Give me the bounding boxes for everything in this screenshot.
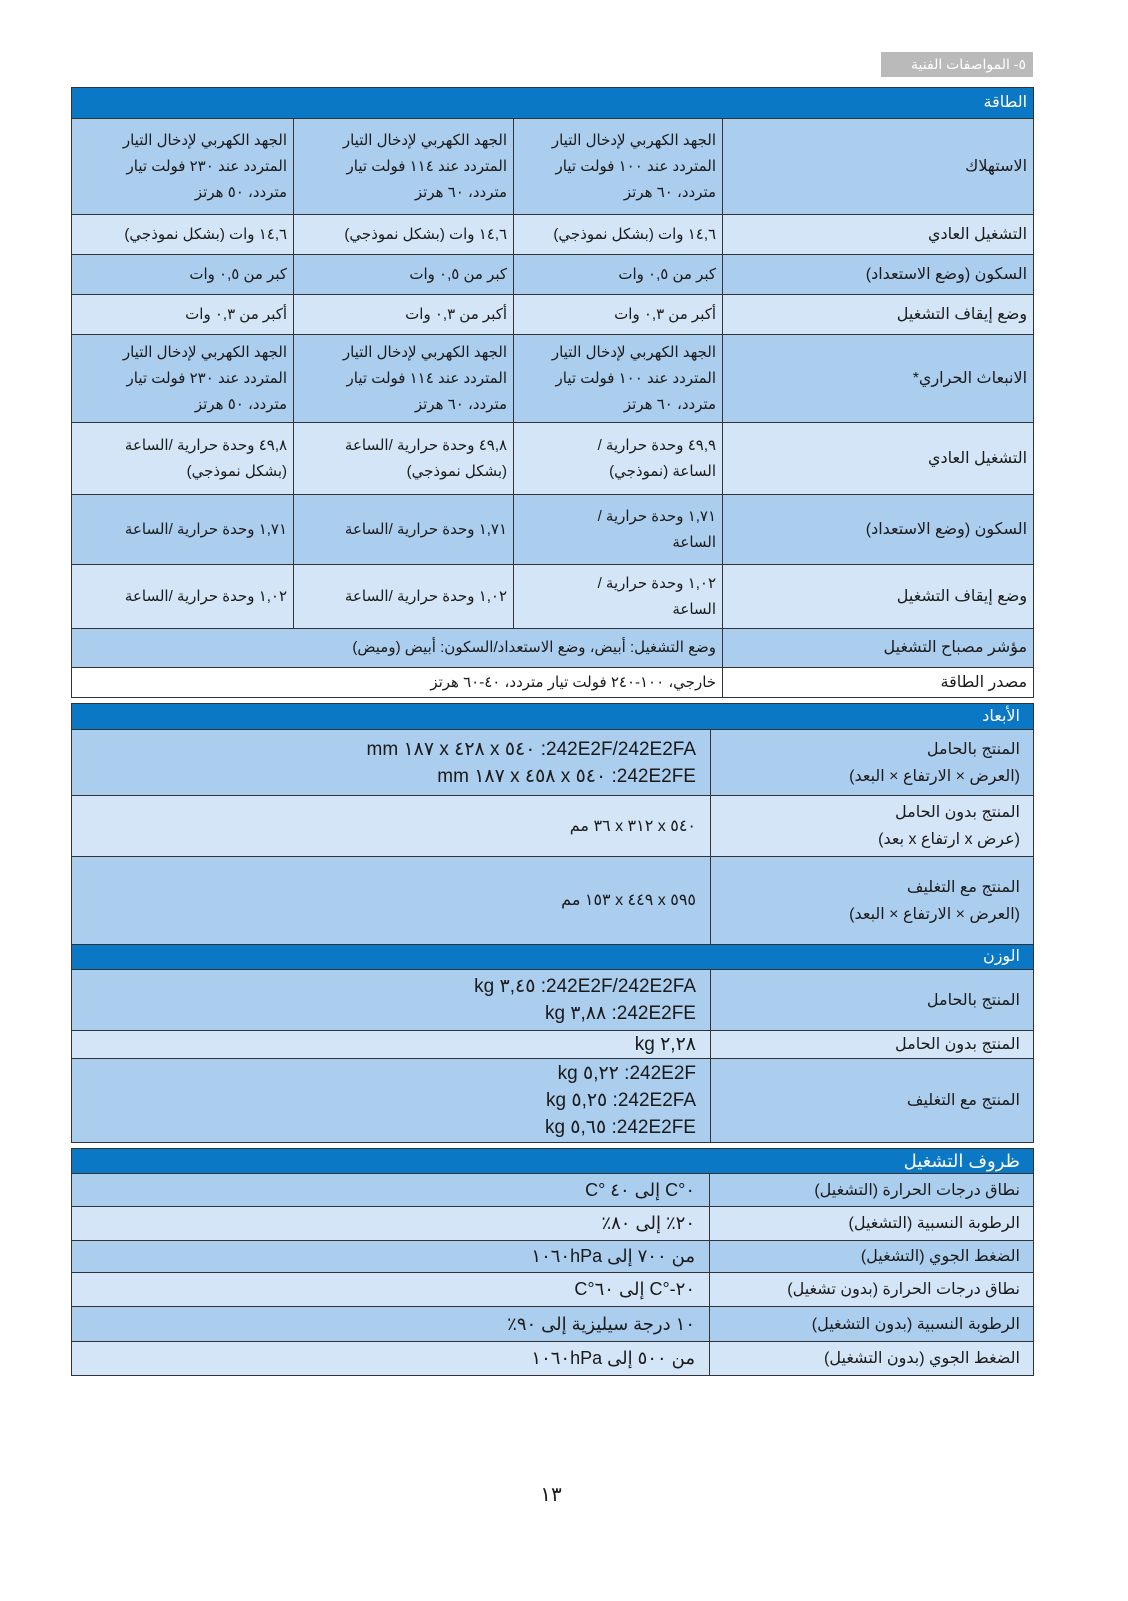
cell-230v: الجهد الكهربي لإدخال التيار المتردد عند ٢٣٠ فولت تيار متردد، ٥٠ هرتز (72, 335, 294, 423)
cell-value: من ٧٠٠ إلى ١٠٦٠hPa (72, 1241, 710, 1273)
dimensions-table (71, 703, 1034, 945)
row-label: المنتج بالحامل (العرض × الارتفاع × البعد) (711, 730, 1034, 796)
cell-value: ٢٠٪ إلى ٨٠٪ (72, 1207, 710, 1241)
cell-value: ٢,٢٨ kg (72, 1031, 711, 1059)
row-label: المنتج بدون الحامل (711, 1031, 1034, 1059)
power-table (71, 87, 1034, 698)
cell-114v: ١,٧١ وحدة حرارية /الساعة (294, 495, 514, 565)
row-label: السكون (وضع الاستعداد) (723, 495, 1034, 565)
row-label: المنتج بالحامل (711, 970, 1034, 1031)
row-label: وضع إيقاف التشغيل (723, 295, 1034, 335)
cell-114v: ١,٠٢ وحدة حرارية /الساعة (294, 565, 514, 629)
row-label: الاستهلاك (723, 119, 1034, 215)
cell-value: ٢٠-°C إلى ٦٠°C (72, 1273, 710, 1307)
cell-230v: أكبر من ٠,٣ وات (72, 295, 294, 335)
cell-100v: ١,٧١ وحدة حرارية / الساعة (514, 495, 723, 565)
row-label: نطاق درجات الحرارة (بدون تشغيل) (710, 1273, 1034, 1307)
cell-114v: ١٤,٦ وات (بشكل نموذجي) (294, 215, 514, 255)
row-label: التشغيل العادي (723, 215, 1034, 255)
cell-value: من ٥٠٠ إلى ١٠٦٠hPa (72, 1342, 710, 1376)
cell-114v: أكبر من ٠,٣ وات (294, 295, 514, 335)
cell-value: 242E2F: ٥,٢٢ kg 242E2FA: ٥,٢٥ kg 242E2FE: ٥,٦٥ kg (72, 1059, 711, 1143)
cell-100v: ١٤,٦ وات (بشكل نموذجي) (514, 215, 723, 255)
row-label: المنتج مع التغليف (711, 1059, 1034, 1143)
cell-value: خارجي، ١٠٠-٢٤٠ فولت تيار متردد، ٤٠-٦٠ هرتز (72, 668, 723, 698)
row-label: الانبعاث الحراري* (723, 335, 1034, 423)
cell-value: 242E2F/242E2FA: ٣,٤٥ kg 242E2FE: ٣,٨٨ kg (72, 970, 711, 1031)
row-label: السكون (وضع الاستعداد) (723, 255, 1034, 295)
row-label: الرطوبة النسبية (بدون التشغيل) (710, 1307, 1034, 1342)
cell-100v: كبر من ٠,٥ وات (514, 255, 723, 295)
dimensions-section-title: الأبعاد (72, 704, 1034, 730)
cell-230v: ٤٩,٨ وحدة حرارية /الساعة (بشكل نموذجي) (72, 423, 294, 495)
cell-value: ٥٩٥ x ٤٤٩ x ١٥٣ مم (72, 857, 711, 945)
row-label: وضع إيقاف التشغيل (723, 565, 1034, 629)
row-label: الضغط الجوي (التشغيل) (710, 1241, 1034, 1273)
cell-100v: الجهد الكهربي لإدخال التيار المتردد عند ١٠٠ فولت تيار متردد، ٦٠ هرتز (514, 335, 723, 423)
row-label: نطاق درجات الحرارة (التشغيل) (710, 1174, 1034, 1207)
weight-table (71, 944, 1034, 1143)
cell-114v: كبر من ٠,٥ وات (294, 255, 514, 295)
cell-value: وضع التشغيل: أبيض، وضع الاستعداد/السكون: أبيض (وميض) (72, 629, 723, 668)
page-number: ١٣ (540, 1484, 562, 1506)
cell-114v: الجهد الكهربي لإدخال التيار المتردد عند ١١٤ فولت تيار متردد، ٦٠ هرتز (294, 119, 514, 215)
weight-section-title: الوزن (72, 945, 1034, 970)
cell-100v: ١,٠٢ وحدة حرارية / الساعة (514, 565, 723, 629)
cell-value: ١٠ درجة سيليزية إلى ٩٠٪ (72, 1307, 710, 1342)
row-label: المنتج مع التغليف (العرض × الارتفاع × البعد) (711, 857, 1034, 945)
row-label: التشغيل العادي (723, 423, 1034, 495)
operating-conditions-table (71, 1148, 1034, 1376)
cell-100v: ٤٩,٩ وحدة حرارية / الساعة (نموذجي) (514, 423, 723, 495)
power-section-title: الطاقة (72, 88, 1034, 119)
cell-114v: الجهد الكهربي لإدخال التيار المتردد عند ١١٤ فولت تيار متردد، ٦٠ هرتز (294, 335, 514, 423)
operating-section-title: ظروف التشغيل (72, 1149, 1034, 1174)
cell-114v: ٤٩,٨ وحدة حرارية /الساعة (بشكل نموذجي) (294, 423, 514, 495)
row-label: الضغط الجوي (بدون التشغيل) (710, 1342, 1034, 1376)
cell-230v: كبر من ٠,٥ وات (72, 255, 294, 295)
row-label: المنتج بدون الحامل (عرض x ارتفاع x بعد) (711, 796, 1034, 857)
cell-230v: ١٤,٦ وات (بشكل نموذجي) (72, 215, 294, 255)
cell-100v: أكبر من ٠,٣ وات (514, 295, 723, 335)
row-label: مؤشر مصباح التشغيل (723, 629, 1034, 668)
row-label: الرطوبة النسبية (التشغيل) (710, 1207, 1034, 1241)
cell-230v: الجهد الكهربي لإدخال التيار المتردد عند ٢٣٠ فولت تيار متردد، ٥٠ هرتز (72, 119, 294, 215)
cell-230v: ١,٧١ وحدة حرارية /الساعة (72, 495, 294, 565)
cell-value: 242E2F/242E2FA: ٥٤٠ x ٤٢٨ x ١٨٧ mm 242E2FE: ٥٤٠ x ٤٥٨ x ١٨٧ mm (72, 730, 711, 796)
cell-100v: الجهد الكهربي لإدخال التيار المتردد عند ١٠٠ فولت تيار متردد، ٦٠ هرتز (514, 119, 723, 215)
cell-value: ٠°C إلى ٤٠ °C (72, 1174, 710, 1207)
cell-value: ٥٤٠ x ٣١٢ x ٣٦ مم (72, 796, 711, 857)
row-label: مصدر الطاقة (723, 668, 1034, 698)
section-tab: ٥- المواصفات الفنية (881, 52, 1033, 77)
cell-230v: ١,٠٢ وحدة حرارية /الساعة (72, 565, 294, 629)
